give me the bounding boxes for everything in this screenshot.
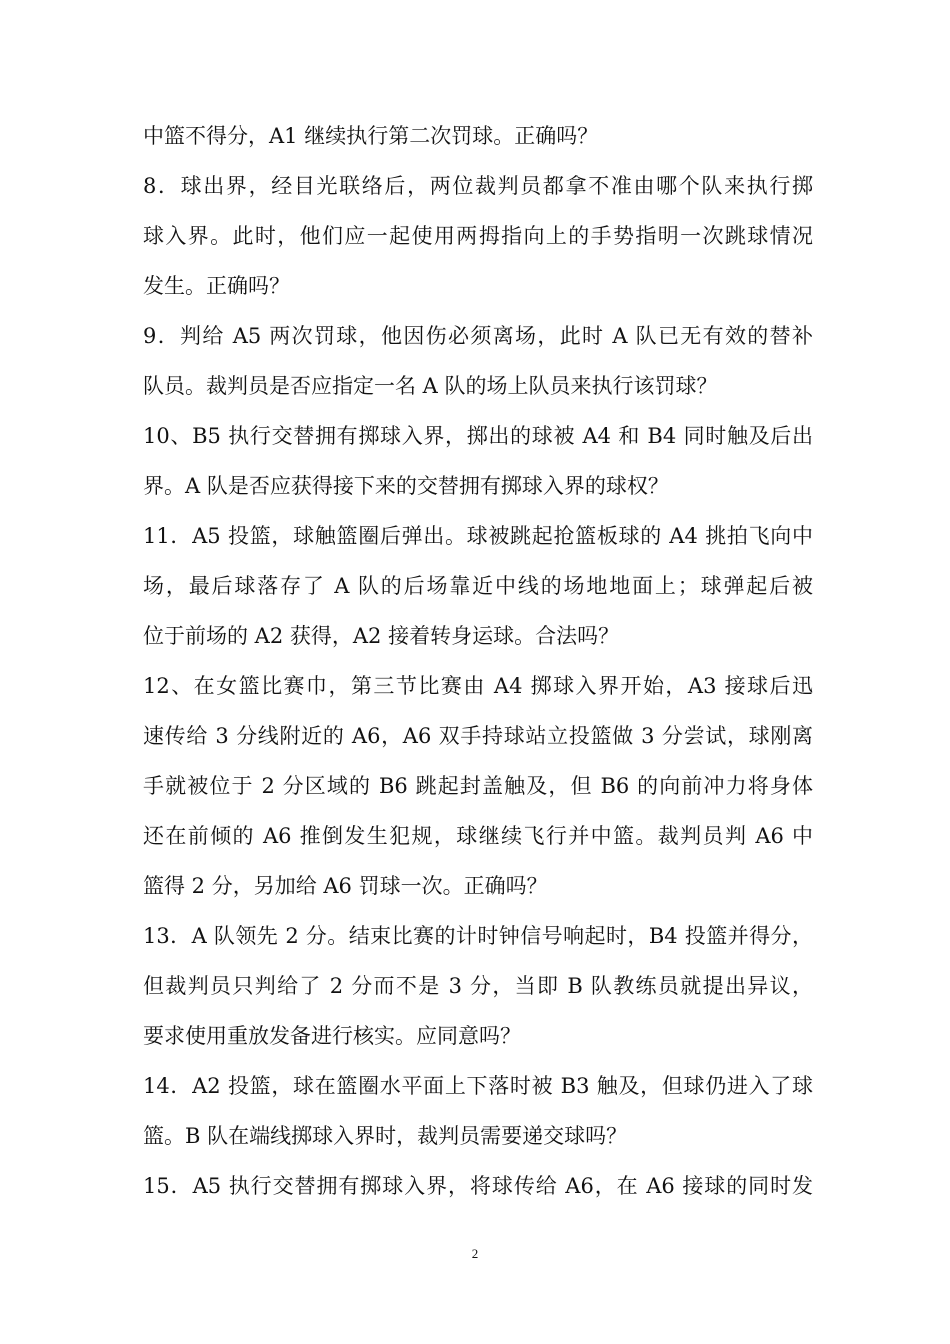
text-line: 9．判给 A5 两次罚球，他因伤必须离场，此时 A 队已无有效的替补 — [143, 324, 813, 348]
text-line: 速传给 3 分线附近的 A6，A6 双手持球站立投篮做 3 分尝试，球刚离 — [143, 724, 813, 748]
text-line: 8．球出界，经目光联络后，两位裁判员都拿不准由哪个队来执行掷 — [143, 174, 813, 198]
text-line: 发生。正确吗？ — [143, 274, 290, 298]
text-line: 还在前倾的 A6 推倒发生犯规，球继续飞行并中篮。裁判员判 A6 中 — [143, 824, 813, 848]
text-line: 14．A2 投篮，球在篮圈水平面上下落时被 B3 触及，但球仍进入了球 — [143, 1074, 813, 1098]
text-line: 要求使用重放发备进行核实。应同意吗？ — [143, 1024, 521, 1048]
text-line: 13．A 队领先 2 分。结束比赛的计时钟信号响起时，B4 投篮并得分， — [143, 924, 813, 948]
page-number: 2 — [471, 1246, 479, 1261]
text-line: 位于前场的 A2 获得，A2 接着转身运球。合法吗？ — [143, 624, 620, 648]
text-line: 界。A 队是否应获得接下来的交替拥有掷球入界的球权？ — [143, 474, 669, 498]
text-line: 队员。裁判员是否应指定一名 A 队的场上队员来执行该罚球？ — [143, 374, 718, 398]
text-line: 篮得 2 分，另加给 A6 罚球一次。正确吗？ — [143, 874, 548, 898]
text-line: 但裁判员只判给了 2 分而不是 3 分，当即 B 队教练员就提出异议， — [143, 974, 813, 998]
text-line: 篮。B 队在端线掷球入界时，裁判员需要递交球吗？ — [143, 1124, 628, 1148]
text-line: 场，最后球落存了 A 队的后场靠近中线的场地地面上；球弹起后被 — [143, 574, 813, 598]
text-line: 12、在女篮比赛巾，第三节比赛由 A4 掷球入界开始，A3 接球后迅 — [143, 674, 813, 698]
text-line: 15．A5 执行交替拥有掷球入界，将球传给 A6，在 A6 接球的同时发 — [143, 1174, 813, 1198]
text-line: 手就被位于 2 分区域的 B6 跳起封盖触及，但 B6 的向前冲力将身体 — [143, 774, 813, 798]
text-line: 中篮不得分，A1 继续执行第二次罚球。正确吗？ — [143, 124, 599, 148]
text-line: 球入界。此时，他们应一起使用两拇指向上的手势指明一次跳球情况 — [143, 224, 813, 248]
text-line: 10、B5 执行交替拥有掷球入界，掷出的球被 A4 和 B4 同时触及后出 — [143, 424, 813, 448]
text-line: 11．A5 投篮，球触篮圈后弹出。球被跳起抢篮板球的 A4 挑拍飞向中 — [143, 524, 813, 548]
